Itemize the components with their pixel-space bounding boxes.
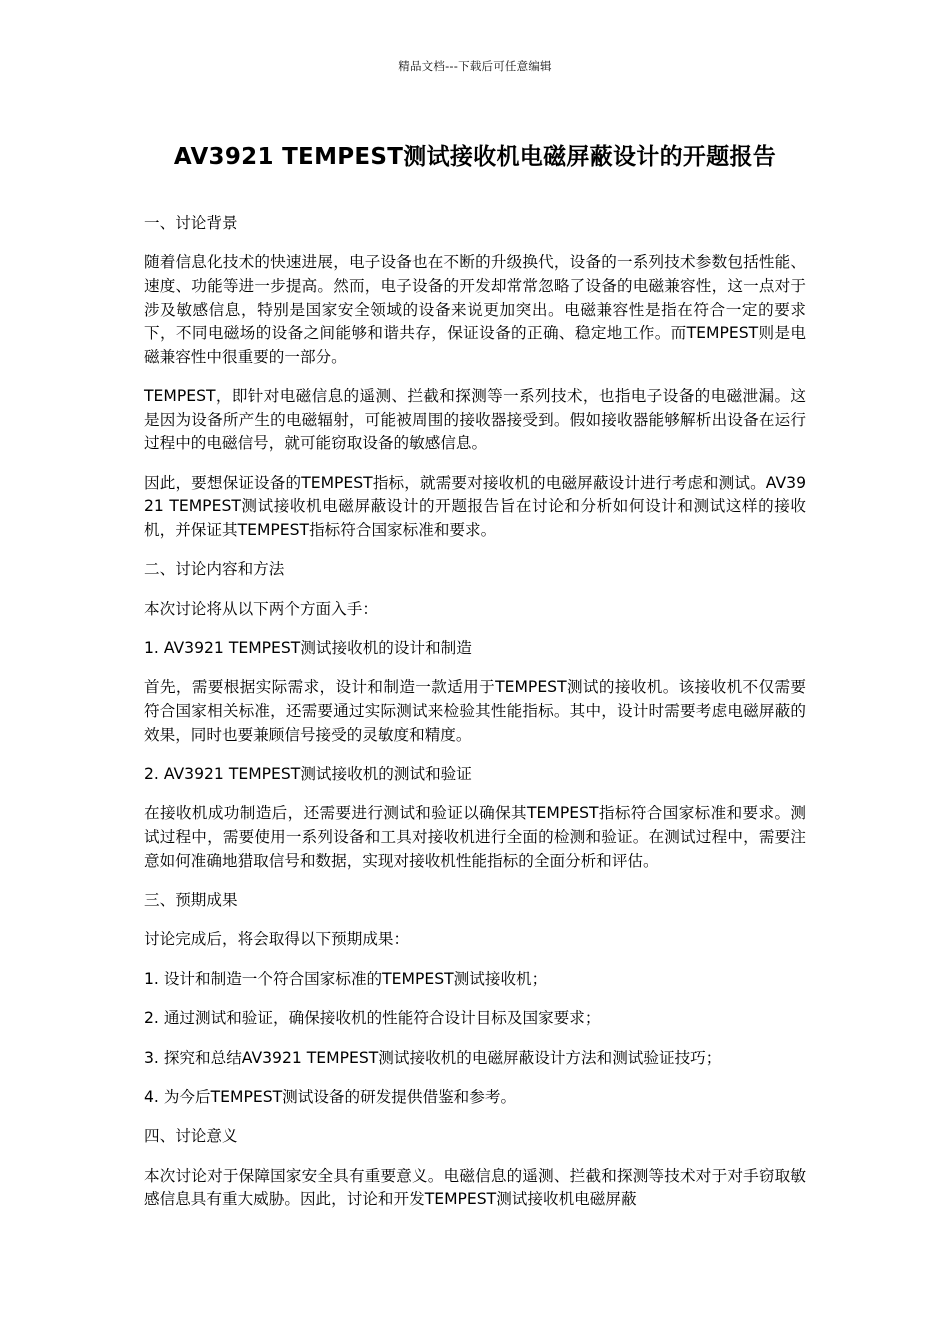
paragraph: TEMPEST，即针对电磁信息的遥测、拦截和探测等一系列技术，也指电子设备的电磁泄漏。这是因为设备所产生的电磁辐射，可能被周围的接收器接受到。假如接收器能够解析出设备在运行过程中的电磁信号，就可能窃取设备的敏感信息。 <box>144 387 806 453</box>
paragraph: 本次讨论对于保障国家安全具有重要意义。电磁信息的遥测、拦截和探测等技术对于对手窃取敏感信息具有重大威胁。因此，讨论和开发TEMPEST测试接收机电磁屏蔽 <box>144 1166 806 1209</box>
list-item: 3. 探究和总结AV3921 TEMPEST测试接收机的电磁屏蔽设计方法和测试验证技巧； <box>144 1048 722 1067</box>
document-title: AV3921 TEMPEST测试接收机电磁屏蔽设计的开题报告 <box>173 144 777 170</box>
section-heading-background: 一、讨论背景 <box>144 214 238 232</box>
paragraph: 因此，要想保证设备的TEMPEST指标，就需要对接收机的电磁屏蔽设计进行考虑和测试。AV3921 TEMPEST测试接收机电磁屏蔽设计的开题报告旨在讨论和分析如何设计和测试这样的接收机，并保证其TEMPEST指标符合国家标准和要求。 <box>144 473 806 539</box>
section-heading-expected-results: 三、预期成果 <box>144 891 238 910</box>
section-heading-content-methods: 二、讨论内容和方法 <box>144 560 285 579</box>
paragraph: 在接收机成功制造后，还需要进行测试和验证以确保其TEMPEST指标符合国家标准和要求。测试过程中，需要使用一系列设备和工具对接收机进行全面的检测和验证。在测试过程中，需要注意如何准确地猎取信号和数据，实现对接收机性能指标的全面分析和评估。 <box>144 804 806 870</box>
section-heading-significance: 四、讨论意义 <box>144 1127 238 1146</box>
paragraph: 首先，需要根据实际需求，设计和制造一款适用于TEMPEST测试的接收机。该接收机不仅需要符合国家相关标准，还需要通过实际测试来检验其性能指标。其中，设计时需要考虑电磁屏蔽的效果，同时也要兼顾信号接受的灵敏度和精度。 <box>144 678 806 744</box>
list-item: 4. 为今后TEMPEST测试设备的研发提供借鉴和参考。 <box>144 1087 517 1106</box>
list-item: 1. 设计和制造一个符合国家标准的TEMPEST测试接收机； <box>144 969 548 988</box>
paragraph: 本次讨论将从以下两个方面入手： <box>144 599 378 618</box>
document-body <box>144 212 806 1228</box>
list-item: 2. AV3921 TEMPEST测试接收机的测试和验证 <box>144 765 472 784</box>
paragraph: 随着信息化技术的快速进展，电子设备也在不断的升级换代，设备的一系列技术参数包括性能、速度、功能等进一步提高。然而，电子设备的开发却常常忽略了设备的电磁兼容性，这一点对于涉及敏感信息，特别是国家安全领域的设备来说更加突出。电磁兼容性是指在符合一定的要求下，不同电磁场的设备之间能够和谐共存，保证设备的正确、稳定地工作。而TEMPEST则是电磁兼容性中很重要的一部分。 <box>144 253 806 366</box>
paragraph: 讨论完成后，将会取得以下预期成果： <box>144 930 410 949</box>
list-item: 2. 通过测试和验证，确保接收机的性能符合设计目标及国家要求； <box>144 1009 601 1028</box>
list-item: 1. AV3921 TEMPEST测试接收机的设计和制造 <box>144 639 472 658</box>
header-note: 精品文档---下载后可任意编辑 <box>398 59 552 73</box>
